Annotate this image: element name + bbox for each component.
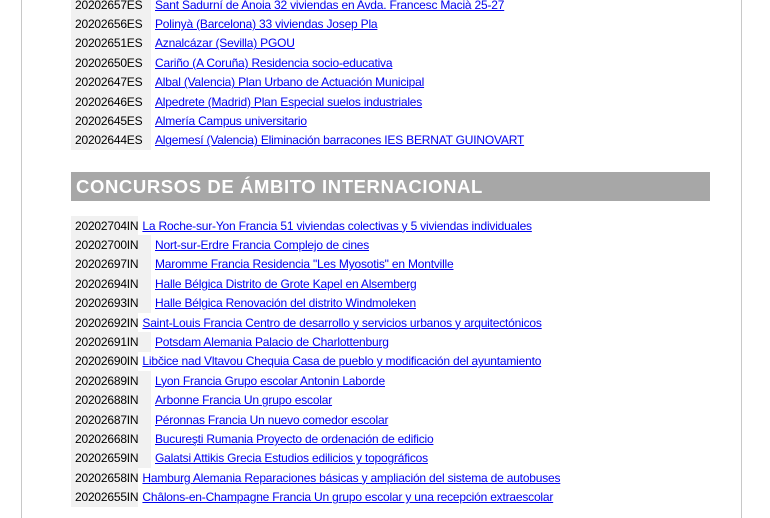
table-row: [71, 410, 531, 429]
contest-link[interactable]: Potsdam Alemania Palacio de Charlottenburg: [155, 335, 389, 350]
contest-code: 20202657ES: [71, 0, 151, 14]
contest-code: 20202700IN: [71, 235, 151, 254]
table-row: [71, 274, 531, 293]
table-row: [71, 0, 531, 14]
section-heading-international: CONCURSOS DE ÁMBITO INTERNACIONAL: [71, 172, 710, 201]
table-row: [71, 216, 531, 235]
contest-code: 20202704IN: [71, 216, 138, 235]
table-row: [71, 429, 531, 448]
table-row: [71, 92, 531, 111]
contest-code: 20202646ES: [71, 92, 151, 111]
contest-code: 20202692IN: [71, 313, 138, 332]
table-row: [71, 34, 531, 53]
contest-code: 20202658IN: [71, 468, 138, 487]
table-row: [71, 313, 542, 332]
contest-code: 20202647ES: [71, 73, 151, 92]
contest-link[interactable]: Bucureşti Rumania Proyecto de ordenación de edificio: [155, 431, 434, 446]
table-row: [71, 487, 554, 506]
table-row: [71, 235, 531, 254]
contest-link[interactable]: Libčice nad Vltavou Chequia Casa de pueblo y modificación del ayuntamiento: [142, 354, 542, 369]
contest-code: 20202687IN: [71, 410, 151, 429]
contest-code: 20202697IN: [71, 255, 151, 274]
table-row: [71, 449, 531, 468]
table-row: [71, 371, 531, 390]
contest-link[interactable]: Maromme Francia Residencia "Les Myosotis" en Montville: [155, 257, 454, 272]
contest-link[interactable]: Almería Campus universitario: [155, 114, 307, 129]
contest-code: 20202693IN: [71, 294, 151, 313]
contest-code: 20202656ES: [71, 14, 151, 33]
contest-link[interactable]: Galatsi Attikis Grecia Estudios edilicios y topográficos: [155, 451, 428, 466]
contest-link[interactable]: Halle Bélgica Distrito de Grote Kapel en Alsemberg: [155, 276, 417, 291]
contest-link[interactable]: Hamburg Alemania Reparaciones básicas y ampliación del sistema de autobuses: [142, 470, 561, 485]
contest-link[interactable]: Algemesí (Valencia) Eliminación barracones IES BERNAT GUINOVART: [155, 133, 525, 148]
contest-link[interactable]: La Roche-sur-Yon Francia 51 viviendas colectivas y 5 viviendas individuales: [142, 218, 532, 233]
table-row: [71, 111, 531, 130]
table-row: [71, 294, 531, 313]
table-row: [71, 73, 531, 92]
contest-code: 20202655IN: [71, 487, 138, 506]
contest-link[interactable]: Sant Sadurní de Anoia 32 viviendas en Avda. Francesc Macià 25-27: [155, 0, 505, 12]
contest-code: 20202691IN: [71, 332, 151, 351]
contest-link[interactable]: Polinyà (Barcelona) 33 viviendas Josep Pla: [155, 17, 378, 32]
contest-link[interactable]: Lyon Francia Grupo escolar Antonin Laborde: [155, 373, 385, 388]
spain-contest-table: [71, 0, 531, 150]
contest-code: 20202668IN: [71, 429, 151, 448]
contest-code: 20202689IN: [71, 371, 151, 390]
contest-link[interactable]: Saint-Louis Francia Centro de desarrollo y servicios urbanos y arquitectónicos: [142, 315, 542, 330]
contest-link[interactable]: Cariño (A Coruña) Residencia socio-educativa: [155, 55, 393, 70]
contest-link[interactable]: Arbonne Francia Un grupo escolar: [155, 393, 333, 408]
table-row: [71, 53, 531, 72]
contest-code: 20202650ES: [71, 53, 151, 72]
international-contest-table: [71, 216, 561, 507]
table-row: [71, 14, 531, 33]
contest-link[interactable]: Halle Bélgica Renovación del distrito Windmoleken: [155, 296, 417, 311]
table-row: [71, 352, 542, 371]
contest-code: 20202690IN: [71, 352, 138, 371]
contest-link[interactable]: Albal (Valencia) Plan Urbano de Actuación Municipal: [155, 75, 425, 90]
contest-link[interactable]: Nort-sur-Erdre Francia Complejo de cines: [155, 238, 370, 253]
contest-code: 20202688IN: [71, 391, 151, 410]
contest-link[interactable]: Aznalcázar (Sevilla) PGOU: [155, 36, 295, 51]
table-row: [71, 391, 531, 410]
contest-code: 20202644ES: [71, 131, 151, 150]
contest-link[interactable]: Châlons-en-Champagne Francia Un grupo escolar y una recepción extraescolar: [142, 490, 554, 505]
contest-code: 20202651ES: [71, 34, 151, 53]
table-row: [71, 468, 561, 487]
table-row: [71, 131, 531, 150]
table-row: [71, 255, 531, 274]
contest-code: 20202659IN: [71, 449, 151, 468]
contest-link[interactable]: Alpedrete (Madrid) Plan Especial suelos industriales: [155, 94, 423, 109]
table-row: [71, 332, 531, 351]
contest-code: 20202645ES: [71, 111, 151, 130]
contest-link[interactable]: Péronnas Francia Un nuevo comedor escolar: [155, 412, 389, 427]
contest-code: 20202694IN: [71, 274, 151, 293]
